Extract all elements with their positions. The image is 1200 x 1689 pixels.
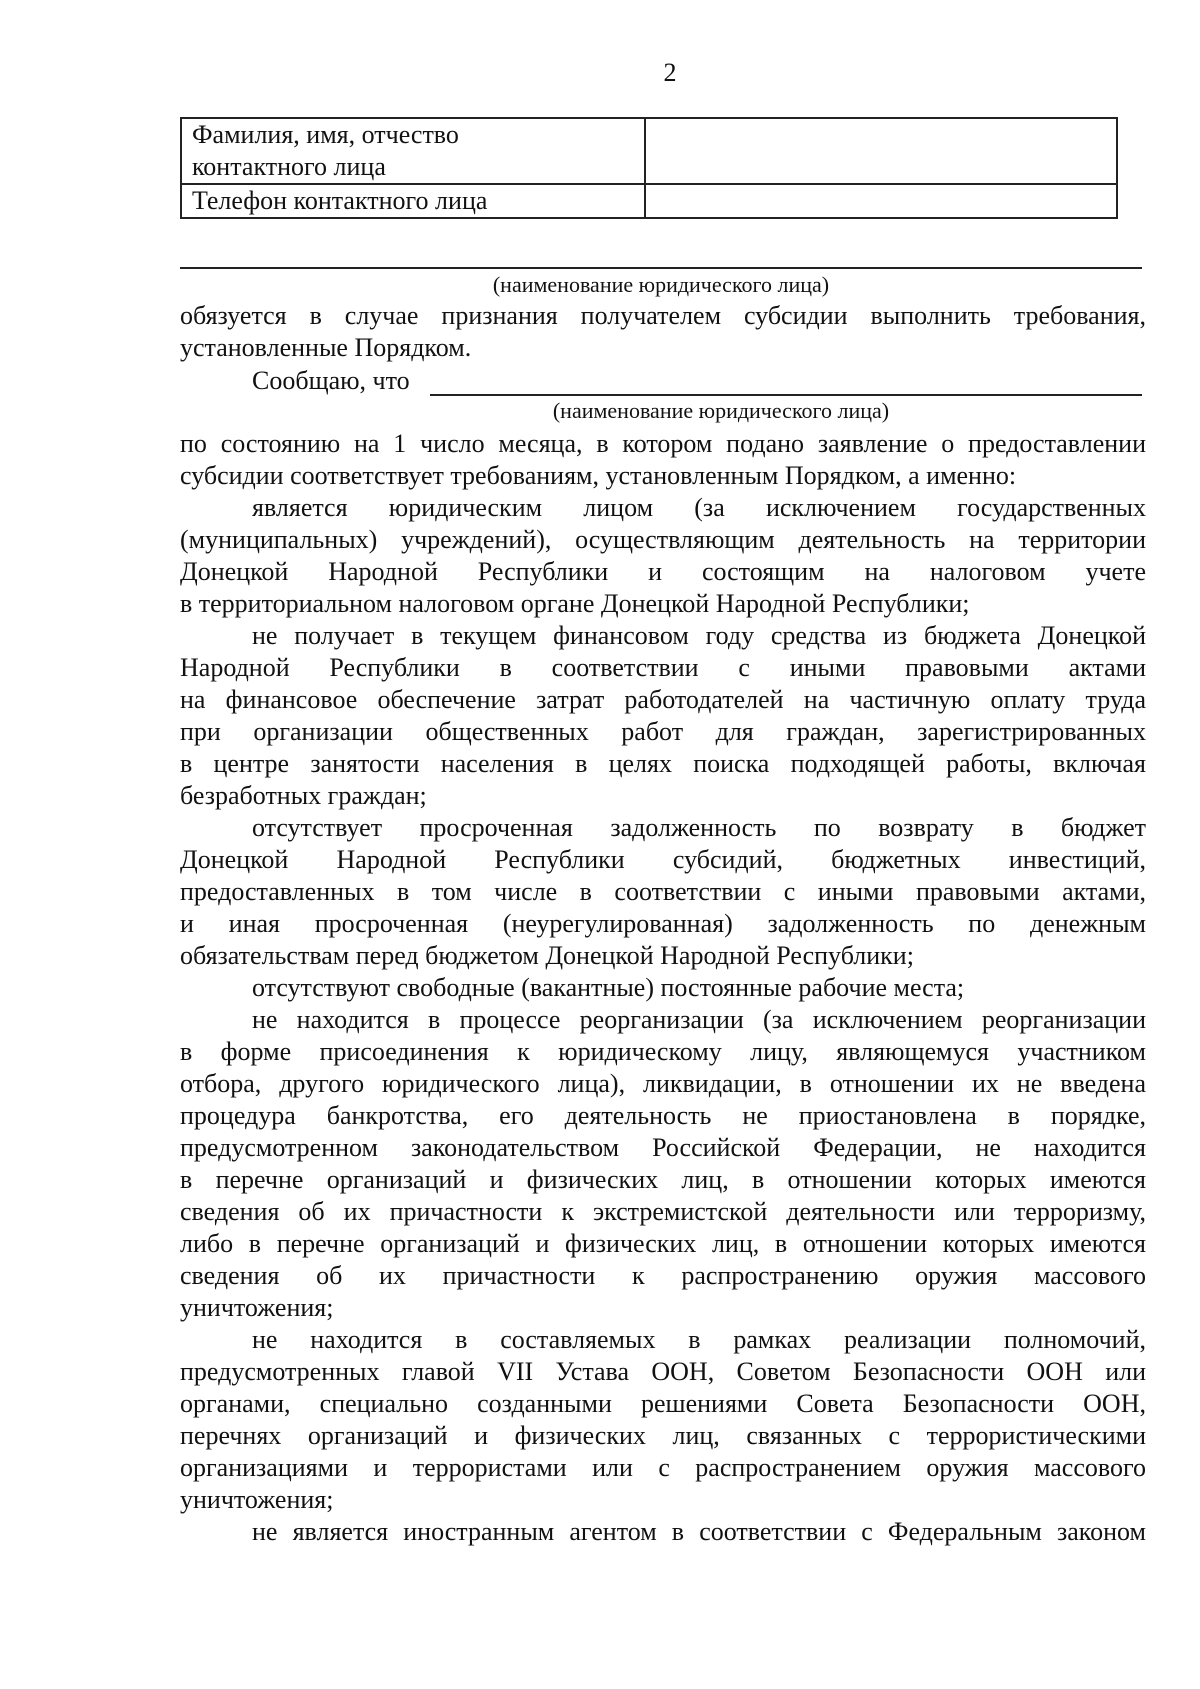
- paragraph-line: уничтожения;: [180, 1485, 334, 1514]
- paragraph-line: предоставленных в том числе в соответствии с иными правовыми актами,: [180, 877, 1146, 906]
- paragraph-line: является юридическим лицом (за исключением государственных: [252, 493, 1146, 522]
- legal-name-blank-line: [180, 267, 1142, 269]
- contact-table: [180, 117, 1118, 219]
- paragraph-line: отбора, другого юридического лица), ликвидации, в отношении их не введена: [180, 1069, 1146, 1098]
- paragraph-line: уничтожения;: [180, 1293, 334, 1322]
- paragraph-line: обязательствам перед бюджетом Донецкой Народной Республики;: [180, 941, 914, 970]
- paragraph-line: отсутствует просроченная задолженность по возврату в бюджет: [252, 813, 1146, 842]
- legal-name-caption-2: (наименование юридического лица): [552, 398, 890, 423]
- label-line: контактного лица: [192, 152, 386, 181]
- paragraph-line: не получает в текущем финансовом году средства из бюджета Донецкой: [252, 621, 1146, 650]
- paragraph-line: процедура банкротства, его деятельность не приостановлена в порядке,: [180, 1101, 1146, 1130]
- contact-name-label: [181, 118, 645, 184]
- report-blank-line: [430, 394, 1142, 396]
- paragraph-line: перечнях организаций и физических лиц, связанных с террористическими: [180, 1421, 1146, 1450]
- paragraph-line: в центре занятости населения в целях поиска подходящей работы, включая: [180, 749, 1146, 778]
- paragraph-line: организациями и террористами или с распространением оружия массового: [180, 1453, 1146, 1482]
- paragraph-line: при организации общественных работ для граждан, зарегистрированных: [180, 717, 1146, 746]
- paragraph-line: органами, специально созданными решениями Совета Безопасности ООН,: [180, 1389, 1146, 1418]
- obligation-line: установленные Порядком.: [180, 333, 472, 362]
- paragraph-line: и иная просроченная (неурегулированная) задолженность по денежным: [180, 909, 1146, 938]
- paragraph-line: Народной Республики в соответствии с иными правовыми актами: [180, 653, 1146, 682]
- table-row: [181, 118, 1117, 184]
- paragraph-line: Донецкой Народной Республики и состоящим на налоговом учете: [180, 557, 1146, 586]
- paragraph-line: (муниципальных) учреждений), осуществляющим деятельность на территории: [180, 525, 1146, 554]
- paragraph-line: либо в перечне организаций и физических лиц, в отношении которых имеются: [180, 1229, 1146, 1258]
- label-line: Фамилия, имя, отчество: [192, 120, 459, 149]
- paragraph-line: безработных граждан;: [180, 781, 427, 810]
- paragraph-line: не является иностранным агентом в соответствии с Федеральным законом: [252, 1517, 1146, 1546]
- paragraph-line: не находится в составляемых в рамках реализации полномочий,: [252, 1325, 1146, 1354]
- paragraph-line: предусмотренных главой VII Устава ООН, Советом Безопасности ООН или: [180, 1357, 1146, 1386]
- paragraph-line: в форме присоединения к юридическому лицу, являющемуся участником: [180, 1037, 1146, 1066]
- paragraph-line: сведения об их причастности к экстремистской деятельности или терроризму,: [180, 1197, 1146, 1226]
- table-row: [181, 184, 1117, 218]
- paragraph-line: Донецкой Народной Республики субсидий, бюджетных инвестиций,: [180, 845, 1146, 874]
- paragraph-line: субсидии соответствует требованиям, установленным Порядком, а именно:: [180, 461, 1017, 490]
- label-line: Телефон контактного лица: [192, 186, 488, 215]
- paragraph-line: сведения об их причастности к распространению оружия массового: [180, 1261, 1146, 1290]
- paragraph-line: по состоянию на 1 число месяца, в котором подано заявление о предоставлении: [180, 429, 1146, 458]
- contact-phone-label: [181, 184, 645, 218]
- page-number: 2: [663, 58, 677, 87]
- paragraph-line: в перечне организаций и физических лиц, в отношении которых имеются: [180, 1165, 1146, 1194]
- legal-name-caption: (наименование юридического лица): [492, 272, 830, 297]
- paragraph-line: на финансовое обеспечение затрат работодателей на частичную оплату труда: [180, 685, 1146, 714]
- paragraph-line: в территориальном налоговом органе Донецкой Народной Республики;: [180, 589, 970, 618]
- paragraph-line: отсутствуют свободные (вакантные) постоянные рабочие места;: [252, 973, 965, 1002]
- obligation-line: обязуется в случае признания получателем субсидии выполнить требования,: [180, 301, 1146, 330]
- contact-name-value: [645, 118, 1117, 184]
- report-intro: Сообщаю, что: [252, 366, 410, 395]
- paragraph-line: предусмотренном законодательством Российской Федерации, не находится: [180, 1133, 1146, 1162]
- contact-phone-value: [645, 184, 1117, 218]
- paragraph-line: не находится в процессе реорганизации (за исключением реорганизации: [252, 1005, 1146, 1034]
